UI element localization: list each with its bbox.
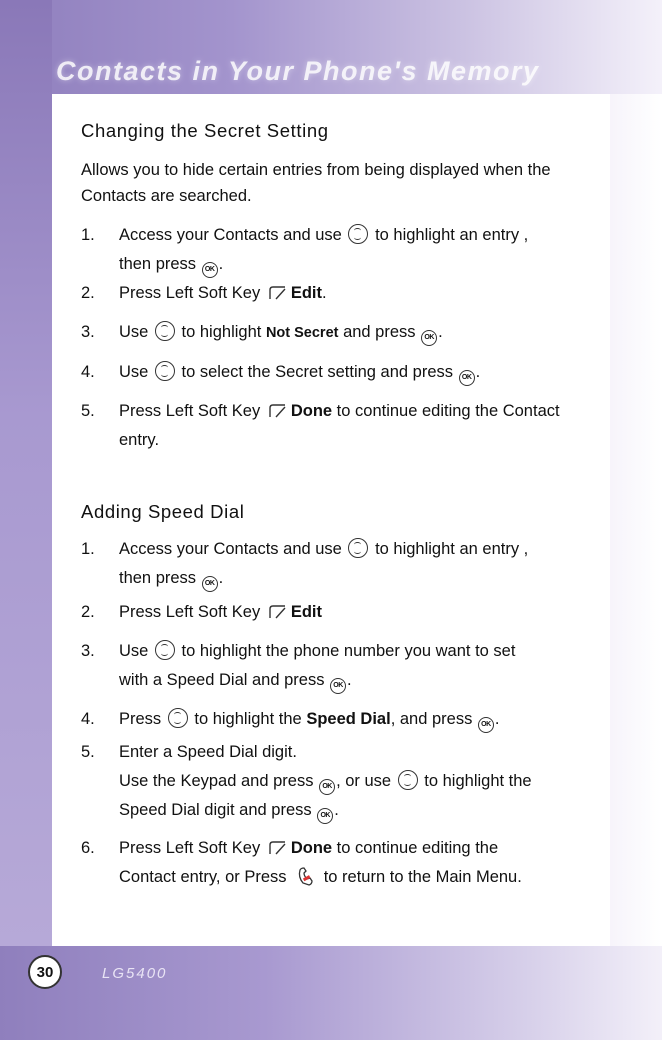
step-text: , or use [336, 772, 392, 790]
footer-band [0, 946, 662, 1040]
step-text: with a Speed Dial and press [119, 671, 325, 689]
step-text: Press Left Soft Key [119, 603, 261, 621]
step-number: 2. [81, 284, 95, 302]
nav-key-icon [398, 770, 418, 790]
step-text: Use [119, 642, 149, 660]
step-text: Contact entry, or Press [119, 868, 287, 886]
step-text: Speed Dial digit and press [119, 801, 312, 819]
step-number: 4. [81, 363, 95, 381]
step-bold: Edit [290, 284, 322, 302]
ok-key-icon: OK [330, 678, 346, 694]
model-name: LG5400 [102, 965, 168, 982]
step-number: 3. [81, 642, 95, 660]
step-text: Access your Contacts and use [119, 540, 342, 558]
step-text: Press Left Soft Key [119, 402, 261, 420]
step-text: Press Left Soft Key [119, 839, 261, 857]
step-number: 5. [81, 743, 95, 761]
step-text: to highlight the [424, 772, 532, 790]
step-text: . [494, 710, 500, 728]
step-number: 1. [81, 540, 95, 558]
page-number-badge: 30 [28, 955, 62, 989]
ok-key-icon: OK [421, 330, 437, 346]
ok-key-icon: OK [317, 808, 333, 824]
end-key-icon [294, 867, 316, 887]
step-bold: Not Secret [265, 325, 339, 341]
step-bold: Speed Dial [306, 710, 391, 728]
step-text: to highlight an entry , [375, 540, 529, 558]
left-soft-key-icon [268, 285, 288, 301]
step-text: and press [343, 323, 416, 341]
step-text: . [475, 363, 481, 381]
left-soft-key-icon [268, 604, 288, 620]
nav-key-icon [155, 321, 175, 341]
step-bold: Edit [290, 603, 322, 621]
step-text: then press [119, 255, 197, 273]
step-text: to highlight the phone number you want to set [181, 642, 516, 660]
step-text: Press Left Soft Key [119, 284, 261, 302]
page-title: Contacts in Your Phone's Memory [56, 56, 540, 86]
step-number: 6. [81, 839, 95, 857]
nav-key-icon [348, 224, 368, 244]
step-text: . [322, 284, 327, 302]
step-text: to highlight the [194, 710, 302, 728]
step-text: then press [119, 569, 197, 587]
left-soft-key-icon [268, 403, 288, 419]
step-bold: Done [290, 839, 333, 857]
section-heading-speed-dial: Adding Speed Dial [81, 501, 245, 522]
step-text: to continue editing the Contact [336, 402, 560, 420]
step-text: Press [119, 710, 162, 728]
step-text: to highlight [181, 323, 262, 341]
ok-key-icon: OK [459, 370, 475, 386]
step-number: 1. [81, 226, 95, 244]
step-text: . [334, 801, 339, 819]
left-color-strip [0, 0, 52, 1040]
left-soft-key-icon [268, 840, 288, 856]
section-heading-secret: Changing the Secret Setting [81, 120, 329, 141]
step-text: to select the Secret setting and press [181, 363, 454, 381]
step-number: 3. [81, 323, 95, 341]
step-text: Enter a Speed Dial digit. [119, 743, 297, 761]
ok-key-icon: OK [478, 717, 494, 733]
step-text: Use [119, 323, 149, 341]
step-text: . [347, 671, 352, 689]
step-text: to continue editing the [336, 839, 499, 857]
nav-key-icon [168, 708, 188, 728]
nav-key-icon [155, 640, 175, 660]
step-text: Access your Contacts and use [119, 226, 342, 244]
step-text: . [218, 569, 224, 587]
ok-key-icon: OK [319, 779, 335, 795]
step-number: 4. [81, 710, 95, 728]
step-text: entry. [119, 431, 160, 449]
ok-key-icon: OK [202, 576, 218, 592]
nav-key-icon [155, 361, 175, 381]
step-text: to highlight an entry , [375, 226, 529, 244]
ok-key-icon: OK [202, 262, 218, 278]
step-text: Use [119, 363, 149, 381]
step-text: Use the Keypad and press [119, 772, 314, 790]
step-text: . [218, 255, 224, 273]
nav-key-icon [348, 538, 368, 558]
step-number: 2. [81, 603, 95, 621]
step-text: , and press [390, 710, 473, 728]
step-number: 5. [81, 402, 95, 420]
step-bold: Done [290, 402, 333, 420]
step-text: to return to the Main Menu. [323, 868, 522, 886]
step-text: . [438, 323, 443, 341]
section-intro: Allows you to hide certain entries from being displayed when the Contacts are searched. [81, 161, 551, 205]
